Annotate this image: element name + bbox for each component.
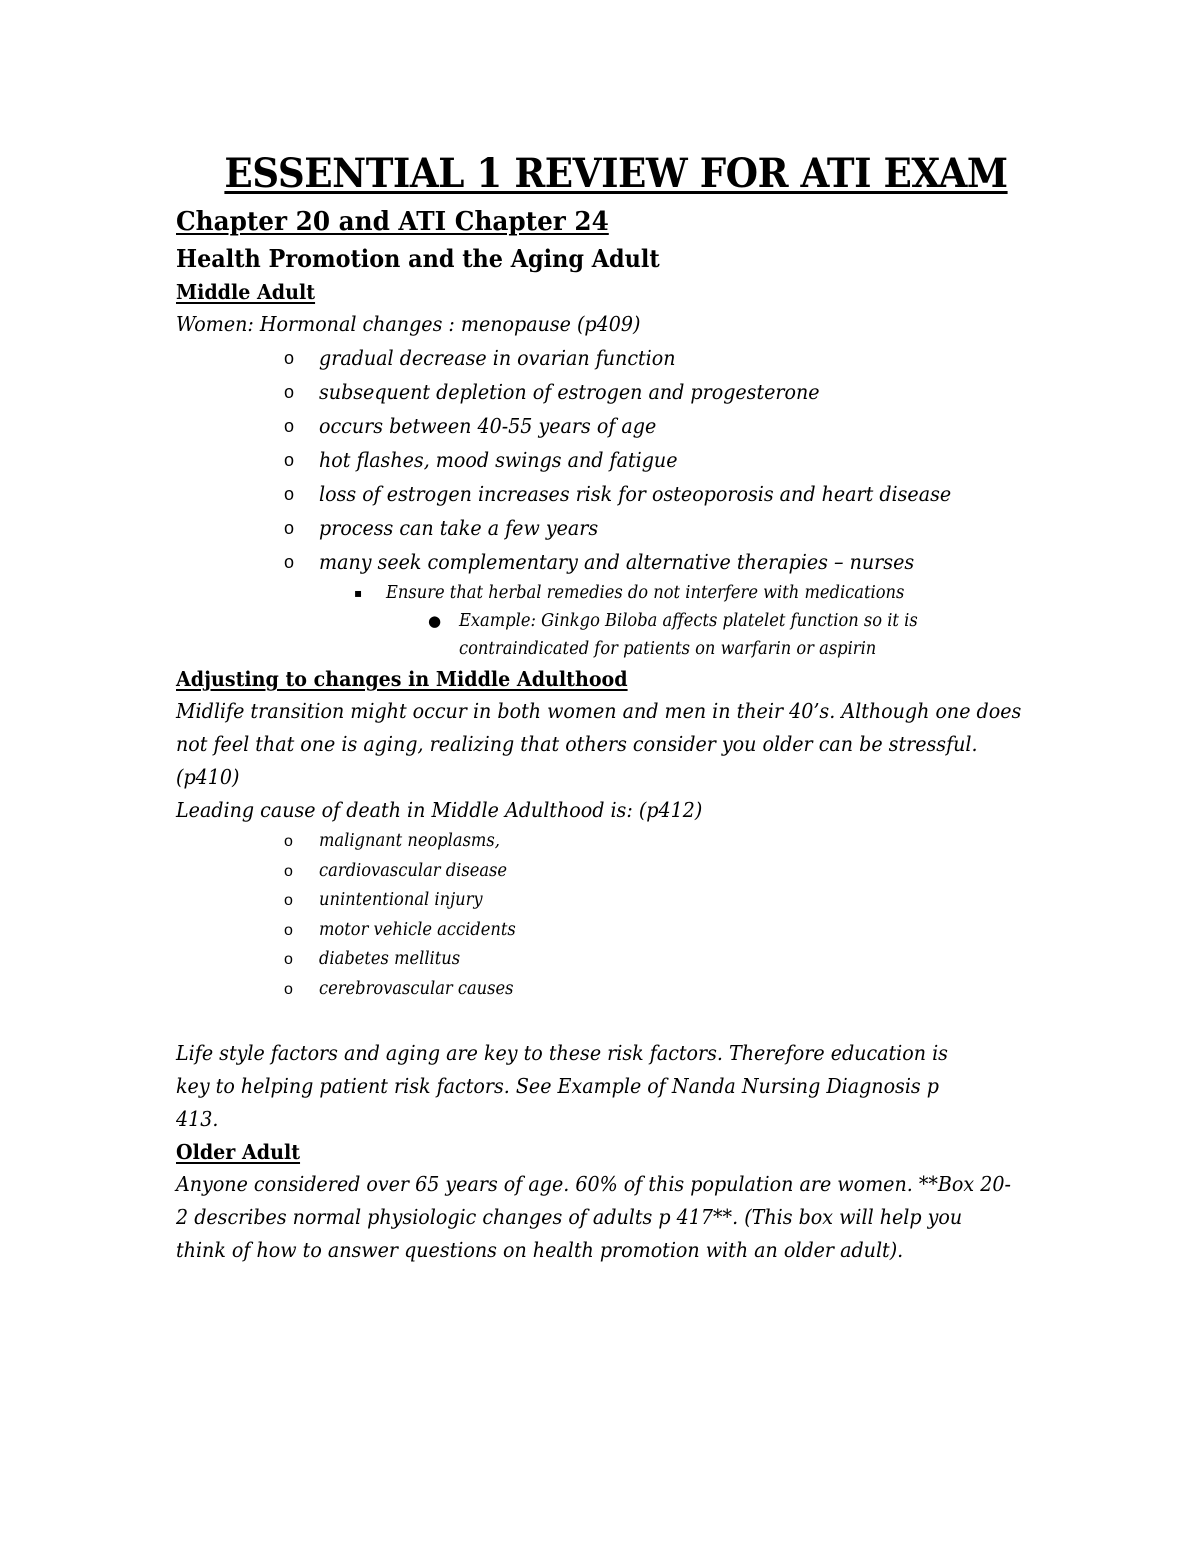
ginkgo-sublist <box>176 607 1056 663</box>
list-item: o subsequent depletion of estrogen and progesterone <box>176 375 1056 409</box>
list-item: ▪ Ensure that herbal remedies do not interfere with medications <box>176 579 1056 607</box>
circle-bullet-icon: o <box>284 416 295 436</box>
circle-bullet-icon: o <box>284 382 295 402</box>
older-adult-paragraph: Anyone considered over 65 years of age. 60% of this population are women. **Box 20-2 describes normal physiologic changes of adults p 417**. (This box will help you think of how to answer questions on health promotion with an older adult). <box>176 1172 1011 1262</box>
menopause-list <box>176 341 1056 579</box>
list-item: o malignant neoplasms, <box>176 827 1056 857</box>
circle-bullet-icon: o <box>284 892 293 909</box>
circle-bullet-icon: o <box>284 484 295 504</box>
circle-bullet-icon: o <box>284 450 295 470</box>
blank-line <box>176 1004 1056 1037</box>
middle-adult-heading: Middle Adult <box>176 280 316 304</box>
circle-bullet-icon: o <box>284 552 295 572</box>
circle-bullet-icon: o <box>284 980 293 998</box>
list-item: o process can take a few years <box>176 511 1056 545</box>
circle-bullet-icon: o <box>284 348 295 368</box>
lifestyle-paragraph: Life style factors and aging are key to these risk factors. Therefore education is key to helping patient risk factors. See Example of Nanda Nursing Diagnosis p 413. <box>176 1041 948 1131</box>
list-item: o cardiovascular disease <box>176 857 1056 887</box>
list-item: o diabetes mellitus <box>176 945 1056 975</box>
circle-bullet-icon: o <box>284 921 293 939</box>
leading-cause-intro: Leading cause of death in Middle Adulthood is: (p412) <box>176 798 703 822</box>
circle-bullet-icon: o <box>284 951 293 968</box>
adjusting-heading: Adjusting to changes in Middle Adulthood <box>176 667 628 691</box>
causes-list <box>176 827 1056 1004</box>
circle-bullet-icon: o <box>284 518 295 538</box>
list-item: o motor vehicle accidents <box>176 916 1056 946</box>
list-item: o many seek complementary and alternative therapies – nurses <box>176 545 1056 579</box>
list-item: ● Example: Ginkgo Biloba affects platelet function so it is contraindicated for patients on warfarin or aspirin <box>176 607 1056 663</box>
older-adult-heading: Older Adult <box>176 1140 301 1164</box>
herbal-sublist <box>176 579 1056 607</box>
circle-bullet-icon: o <box>284 862 293 880</box>
circle-bullet-icon: o <box>284 833 293 850</box>
square-bullet-icon: ▪ <box>354 586 363 600</box>
document-title: ESSENTIAL 1 REVIEW FOR ATI EXAM <box>224 150 1008 197</box>
dot-bullet-icon: ● <box>428 612 442 630</box>
chapter-heading: Chapter 20 and ATI Chapter 24 <box>176 207 609 237</box>
menopause-intro: Women: Hormonal changes : menopause (p409) <box>176 312 641 336</box>
topic-subheading: Health Promotion and the Aging Adult <box>176 244 660 273</box>
list-item: o gradual decrease in ovarian function <box>176 341 1056 375</box>
list-item: o cerebrovascular causes <box>176 975 1056 1005</box>
midlife-transition-paragraph: Midlife transition might occur in both women and men in their 40’s. Although one does not feel that one is aging, realizing that others consider you older can be stressful. (p410) <box>176 699 1022 789</box>
list-item: o unintentional injury <box>176 886 1056 916</box>
list-item: o hot flashes, mood swings and fatigue <box>176 443 1056 477</box>
document-page <box>176 148 1056 1267</box>
list-item: o loss of estrogen increases risk for osteoporosis and heart disease <box>176 477 1056 511</box>
list-item: o occurs between 40-55 years of age <box>176 409 1056 443</box>
